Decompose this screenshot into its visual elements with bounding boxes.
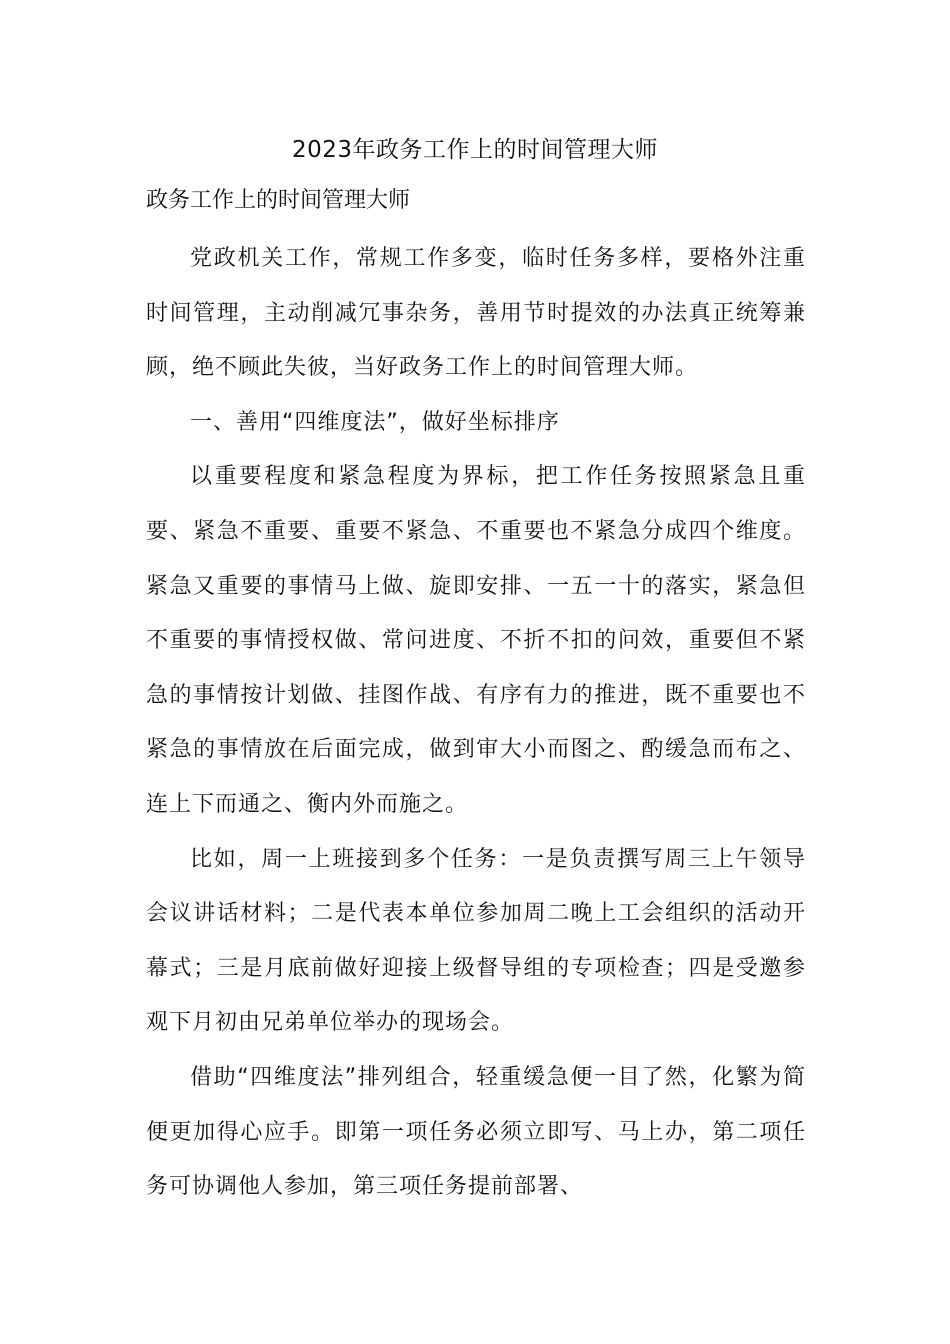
paragraph-method: 以重要程度和紧急程度为界标，把工作任务按照紧急且重要、紧急不重要、重要不紧急、不重要也不紧急分成四个维度。紧急又重要的事情马上做、旋即安排、一五一十的落实，紧急但不重要的事情授权做、常问进度、不折不扣的问效，重要但不紧急的事情按计划做、挂图作战、有序有力的推进，既不重要也不紧急的事情放在后面完成，做到审大小而图之、酌缓急而布之、连上下而通之、衡内外而施之。 (146, 464, 806, 817)
section-heading: 一、善用“四维度法”，做好坐标排序 (190, 409, 560, 435)
document-subtitle: 政务工作上的时间管理大师 (146, 188, 411, 213)
document-title: 2023年政务工作上的时间管理大师 (291, 137, 659, 163)
document-body (146, 232, 806, 1215)
paragraph-application: 借助“四维度法”排列组合，轻重缓急便一目了然，化繁为简便更加得心应手。即第一项任务必须立即写、马上办，第二项任务可协调他人参加，第三项任务提前部署、 (146, 1064, 806, 1200)
paragraph-example: 比如，周一上班接到多个任务：一是负责撰写周三上午领导会议讲话材料；二是代表本单位参加周二晚上工会组织的活动开幕式；三是月底前做好迎接上级督导组的专项检查；四是受邀参观下月初由兄弟单位举办的现场会。 (146, 846, 806, 1036)
paragraph-intro: 党政机关工作，常规工作多变，临时任务多样，要格外注重时间管理，主动削减冗事杂务，善用节时提效的办法真正统筹兼顾，绝不顾此失彼，当好政务工作上的时间管理大师。 (146, 246, 806, 381)
